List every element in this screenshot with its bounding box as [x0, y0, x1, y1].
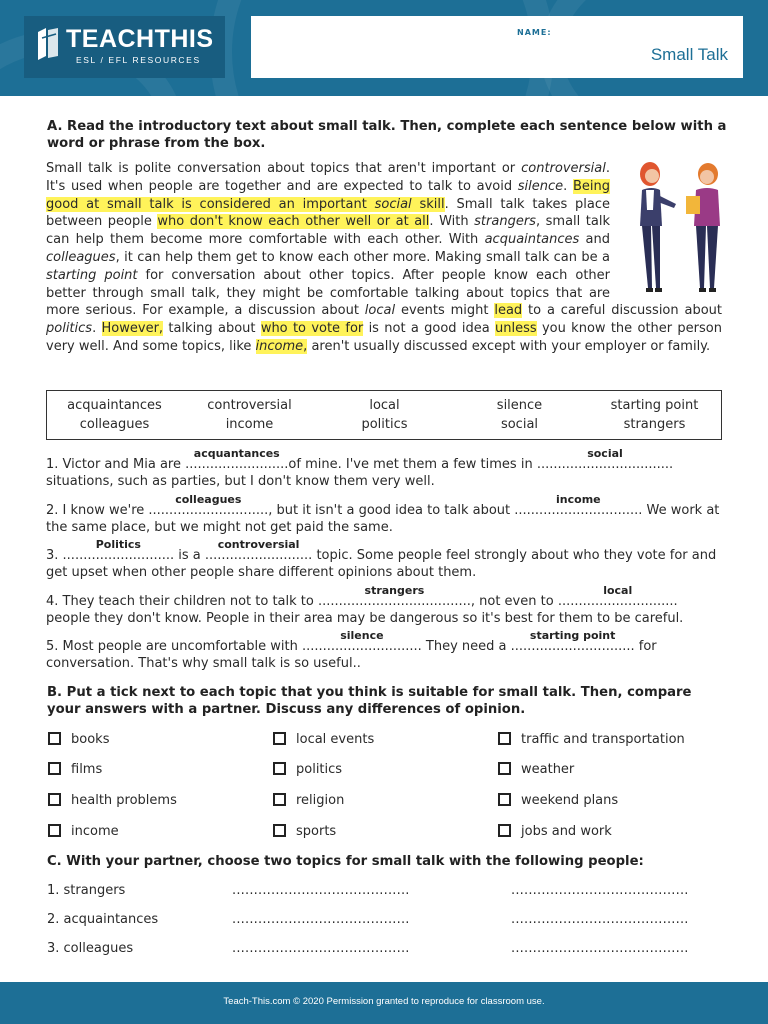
section-b-heading: B. Put a tick next to each topic that you think is suitable for small talk. Then, compare your answers with a partner. Discuss any differences of opinion. — [47, 685, 692, 717]
topic-blank[interactable]: ......................................... — [511, 941, 689, 956]
question-5: 5. Most people are uncomfortable with ............................. silence They need a .............................. starting point for conversation. That's why small talk is so useful.. — [46, 629, 657, 671]
answer-blank[interactable]: ............................. local — [557, 584, 678, 609]
topic-option[interactable]: weather — [498, 762, 574, 778]
answer-blank[interactable]: ................................. social — [536, 447, 674, 472]
topic-option[interactable]: sports — [273, 824, 336, 840]
word: strangers — [623, 417, 686, 432]
word: acquaintances — [67, 398, 162, 413]
question-4: 4. They teach their children not to talk to ..................................... strangers , not even to ............................. local people they don't know. People in their area may be dangerous so it's best for them to be careful. — [46, 584, 684, 626]
checkbox[interactable] — [273, 824, 286, 837]
topic-blank[interactable]: ......................................... — [232, 941, 410, 956]
word: social — [500, 417, 539, 432]
topic-blank[interactable]: ......................................... — [511, 912, 689, 927]
answer-blank[interactable]: ..................................... strangers — [317, 584, 471, 609]
name-label: NAME: — [517, 28, 552, 37]
intro-paragraph: Small talk is polite conversation about topics that aren't important or controversial. It's used when people are together and are expected to talk to avoid silence. Being good at small talk is considered an important social skill. Small talk takes place between people who don't know each other well or at all. With strangers, small talk can help them become more comfortable with each other. With acquaintances and colleagues, it can help them get to know each other more. Making small talk can be a starting point for conversation about other topics. After people know each other better through small talk, they might be comfortable talking about topics that are more serious. For example, a discussion about local events might lead to a careful discussion about politics. However, talking about who to vote for is not a good idea unless you know the other person very well. And some topics, like income, aren't usually discussed except with your employer or family. — [46, 161, 722, 354]
brand-tagline: ESL / EFL RESOURCES — [76, 55, 201, 65]
answer-blank[interactable]: .............................. starting point — [510, 629, 635, 654]
checkbox[interactable] — [498, 824, 511, 837]
section-a-heading: A. Read the introductory text about small talk. Then, complete each sentence below with a word or phrase from the box. — [47, 119, 727, 151]
handwritten-answer: starting point — [529, 629, 616, 642]
brand-name: TEACHTHIS — [66, 25, 214, 53]
handwritten-answer: Politics — [95, 538, 141, 551]
answer-blank[interactable]: ......................... acquantances — [185, 447, 289, 472]
topic-blank[interactable]: ......................................... — [232, 883, 410, 898]
word: controversial — [207, 398, 292, 413]
topic-option[interactable]: politics — [273, 762, 342, 778]
topic-option[interactable]: religion — [273, 793, 344, 809]
handwritten-answer: income — [556, 493, 601, 506]
topic-option[interactable]: traffic and transportation — [498, 732, 685, 748]
page-footer — [0, 982, 768, 1024]
checkbox[interactable] — [48, 793, 61, 806]
topic-option[interactable]: local events — [273, 732, 374, 748]
topic-option[interactable]: weekend plans — [498, 793, 618, 809]
checkbox[interactable] — [48, 762, 61, 775]
topic-option[interactable]: jobs and work — [498, 824, 612, 840]
topic-option[interactable]: income — [48, 824, 119, 840]
topic-option[interactable]: films — [48, 762, 102, 778]
person-label: 3. colleagues — [47, 941, 134, 956]
handwritten-answer: silence — [340, 629, 384, 642]
checkbox[interactable] — [498, 793, 511, 806]
handwritten-answer: controversial — [217, 538, 300, 551]
book-logo-icon — [36, 26, 62, 62]
answer-blank[interactable]: ............................... income — [514, 493, 643, 518]
word-box — [46, 390, 722, 440]
person-label: 1. strangers — [47, 883, 126, 898]
handwritten-answer: local — [603, 584, 633, 597]
handwritten-answer: acquantances — [193, 447, 280, 460]
word: income — [225, 417, 274, 432]
answer-blank[interactable]: .......................... controversial — [204, 538, 313, 563]
section-c-heading: C. With your partner, choose two topics for small talk with the following people: — [47, 854, 644, 869]
question-1: 1. Victor and Mia are ......................... acquantances of mine. I've met them a few times in ................................. social situations, such as parties, but I don't know them very well. — [46, 447, 674, 489]
person-label: 2. acquaintances — [47, 912, 159, 927]
word: colleagues — [79, 417, 150, 432]
checkbox[interactable] — [48, 732, 61, 745]
answer-blank[interactable]: ............................. silence — [301, 629, 422, 654]
answer-blank[interactable]: ........................... Politics — [62, 538, 175, 563]
question-2: 2. I know we're ............................. colleagues , but it isn't a good idea to talk about ............................... income We work at the same place, but we might not get paid the same. — [46, 493, 720, 535]
word: starting point — [610, 398, 699, 413]
word: politics — [361, 417, 408, 432]
word: local — [369, 398, 400, 413]
checkbox[interactable] — [498, 732, 511, 745]
checkbox[interactable] — [273, 762, 286, 775]
topic-option[interactable]: health problems — [48, 793, 177, 809]
topic-blank[interactable]: ......................................... — [511, 883, 689, 898]
page-title: Small Talk — [650, 45, 728, 64]
handwritten-answer: colleagues — [175, 493, 242, 506]
handwritten-answer: social — [587, 447, 623, 460]
footer-copyright: Teach-This.com © 2020 Permission granted to reproduce for classroom use. — [223, 996, 545, 1007]
answer-blank[interactable]: ............................. colleagues — [148, 493, 269, 518]
checkbox[interactable] — [273, 732, 286, 745]
topic-blank[interactable]: ......................................... — [232, 912, 410, 927]
checkbox[interactable] — [48, 824, 61, 837]
checkbox[interactable] — [498, 762, 511, 775]
word: silence — [496, 398, 543, 413]
topic-option[interactable]: books — [48, 732, 109, 748]
checkbox[interactable] — [273, 793, 286, 806]
question-3: 3. ........................... Politics is a .......................... controversial topic. Some people feel strongly about who they vote for and get upset when other people share different opinions about them. — [46, 538, 717, 580]
handwritten-answer: strangers — [364, 584, 425, 597]
